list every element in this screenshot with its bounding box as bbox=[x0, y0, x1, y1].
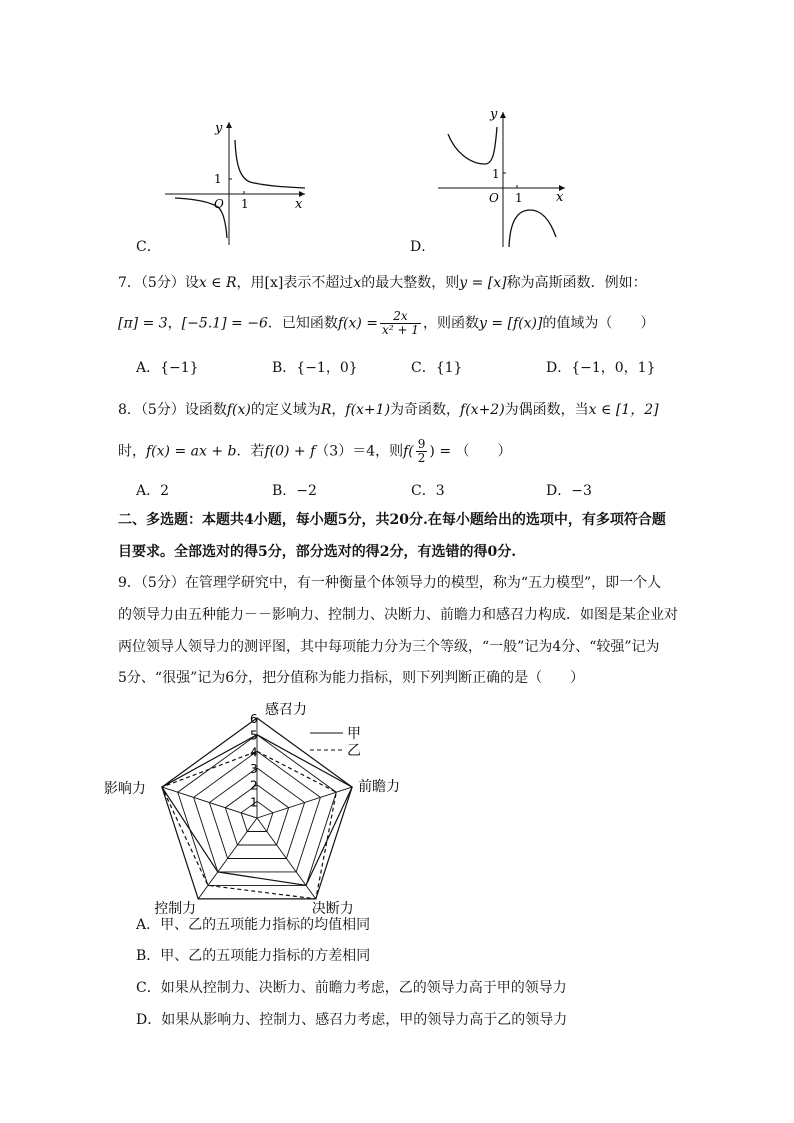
q8-line1: 8．（5分）设函数f(x)的定义域为R，f(x+1)为奇函数，f(x+2)为偶函数，当x ∈ [1，2] bbox=[118, 402, 659, 418]
radar-scale-label: 3 bbox=[250, 762, 258, 776]
curve-left bbox=[448, 127, 497, 164]
q7-option-a: A．{−1} bbox=[136, 360, 199, 376]
radar-scale-label: 5 bbox=[250, 728, 258, 743]
q7-option-c: C．{1} bbox=[411, 360, 463, 376]
radar-scale-label: 1 bbox=[250, 795, 258, 810]
radar-spoke-4 bbox=[162, 787, 257, 818]
radar-axis-label: 控制力 bbox=[154, 900, 197, 917]
q9-line2: 的领导力由五种能力－－影响力、控制力、决断力、前瞻力和感召力构成．如图是某企业对 bbox=[118, 607, 678, 623]
radar-spoke-1 bbox=[257, 787, 352, 818]
origin-label: O bbox=[214, 197, 224, 211]
q9-option-d: D．如果从影响力、控制力、感召力考虑，甲的领导力高于乙的领导力 bbox=[136, 1012, 568, 1028]
tick-x-label: 1 bbox=[515, 191, 523, 205]
radar-scale-label: 2 bbox=[250, 778, 258, 793]
radar-legend bbox=[310, 726, 361, 759]
radar-chart bbox=[103, 700, 405, 917]
q9-option-c: C．如果从控制力、决断力、前瞻力考虑，乙的领导力高于甲的领导力 bbox=[136, 980, 567, 996]
radar-axis-label: 影响力 bbox=[103, 781, 146, 798]
y-axis-arrow bbox=[500, 112, 506, 118]
graph-c bbox=[140, 110, 320, 250]
curve-right bbox=[235, 140, 305, 188]
origin-label: O bbox=[489, 191, 499, 205]
radar-axis-label: 感召力 bbox=[265, 702, 307, 718]
q8-option-b: B．−2 bbox=[272, 483, 317, 499]
tick-y-label: 1 bbox=[214, 172, 222, 186]
q9-option-a: A．甲、乙的五项能力指标的均值相同 bbox=[136, 917, 371, 933]
section2-line1: 二、多选题：本题共4小题，每小题5分，共20分.在每小题给出的选项中，有多项符合题 bbox=[118, 512, 666, 528]
q8-option-c: C．3 bbox=[411, 483, 445, 499]
legend-label-乙: 乙 bbox=[347, 743, 361, 759]
graph-d-label: D． bbox=[410, 239, 436, 255]
radar-axis-label: 前瞻力 bbox=[358, 779, 401, 796]
tick-x-label: 1 bbox=[241, 197, 249, 211]
x-label: x bbox=[295, 197, 303, 212]
q9-line4: 5分、“很强”记为6分，把分值称为能力指标，则下列判断正确的是（ ） bbox=[118, 670, 585, 686]
q7-fraction: $\frac{2x}{\text{x² + 1}}$ bbox=[382, 309, 419, 337]
q7-option-d: D．{−1，0，1} bbox=[546, 360, 656, 376]
tick-y-label: 1 bbox=[492, 167, 500, 181]
curve-right bbox=[509, 210, 556, 247]
graph-c-label: C． bbox=[136, 239, 161, 255]
q9-option-b: B．甲、乙的五项能力指标的方差相同 bbox=[136, 948, 371, 964]
q7-line1: 7．（5分）设x ∈ R，用[x]表示不超过x的最大整数，则y = [x]称为高斯函数．例如： bbox=[118, 275, 647, 291]
q7-line2: [π] = 3，[−5.1] = −6．已知函数f(x) = $\frac{2x}{\text{x² + 1}}$ ，则函数y = [f(x)]的值域为（ ） bbox=[118, 309, 655, 337]
radar-scale-label: 4 bbox=[250, 745, 258, 760]
x-label: x bbox=[556, 190, 564, 205]
radar-scale-label: 6 bbox=[250, 712, 258, 726]
q9-line3: 两位领导人领导力的测评图，其中每项能力分为三个等级，“一般”记为4分、“较强”记为 bbox=[118, 639, 660, 655]
y-label: y bbox=[490, 107, 498, 122]
y-axis-arrow bbox=[226, 122, 232, 128]
graph-d bbox=[430, 102, 580, 252]
q7-option-b: B．{−1，0} bbox=[272, 360, 358, 376]
q8-option-a: A．2 bbox=[136, 483, 170, 499]
y-label: y bbox=[215, 121, 223, 136]
section2-line2: 目要求。全部选对的得5分，部分选对的得2分，有选错的得0分. bbox=[118, 544, 517, 560]
radar-axis-label: 决断力 bbox=[311, 900, 354, 917]
q8-fraction: $\frac{9}{2}$ bbox=[417, 437, 426, 465]
q9-line1: 9．（5分）在管理学研究中，有一种衡量个体领导力的模型，称为“五力模型”，即一个人 bbox=[118, 575, 662, 591]
q8-line2: 时，f(x) = ax + b．若f(0) + f（3）＝4，则f( $\frac{9}{2}$ ) = （ ） bbox=[118, 437, 512, 465]
q8-option-d: D．−3 bbox=[546, 483, 592, 499]
legend-label-甲: 甲 bbox=[347, 726, 361, 742]
